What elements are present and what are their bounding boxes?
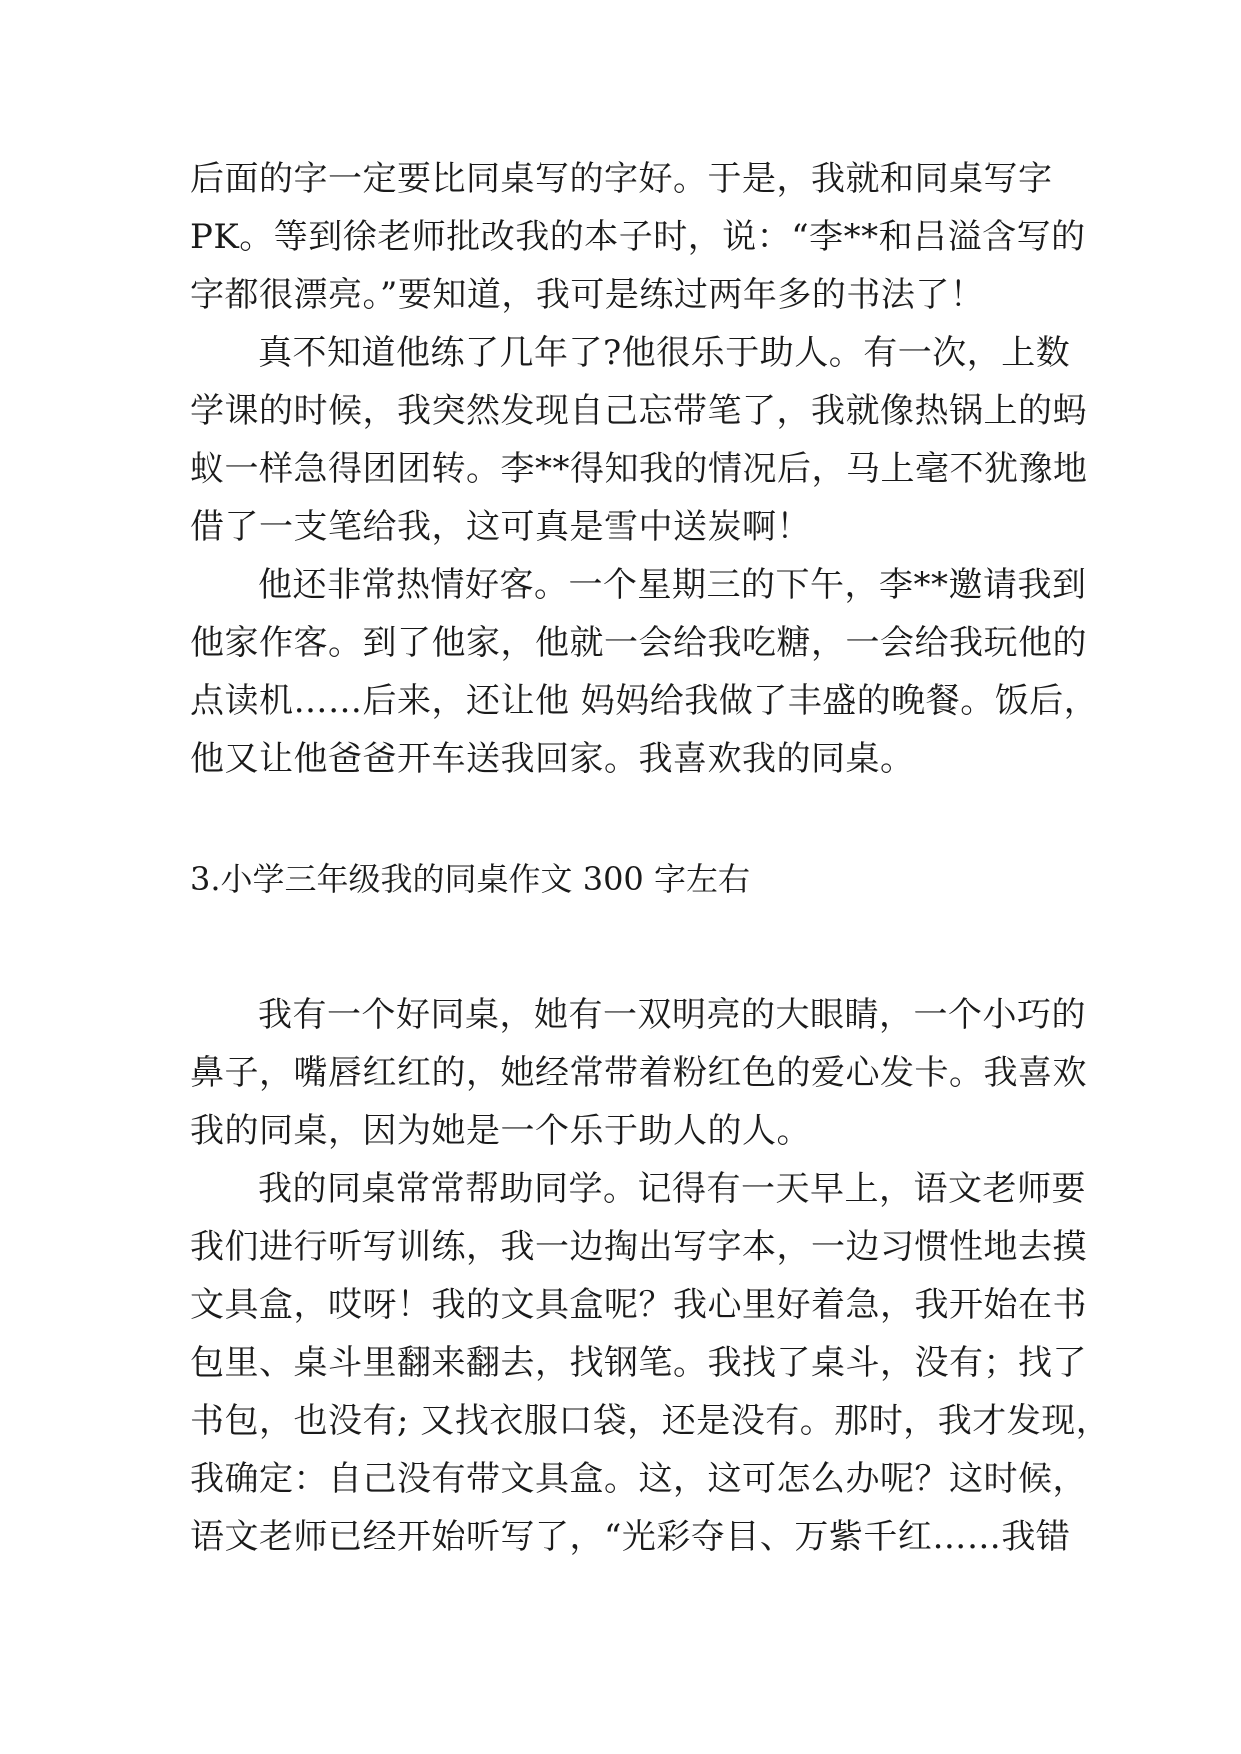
text-line: 真不知道他练了几年了?他很乐于助人。有一次，上数	[258, 333, 1071, 373]
text-line: 我有一个好同桌，她有一双明亮的大眼睛，一个小巧的	[258, 995, 1086, 1035]
text-line: 我的同桌，因为她是一个乐于助人的人。	[190, 1111, 811, 1151]
text-line: 鼻子，嘴唇红红的，她经常带着粉红色的爱心发卡。我喜欢	[190, 1053, 1087, 1093]
section-heading-block	[190, 850, 1060, 908]
text-line: 他还非常热情好客。一个星期三的下午，李**邀请我到	[258, 565, 1087, 605]
text-line: 点读机……后来，还让他 妈妈给我做了丰盛的晚餐。饭后，	[190, 681, 1099, 721]
text-line: 书包，也没有; 又找衣服口袋，还是没有。那时，我才发现，	[190, 1401, 1111, 1441]
text-line: 字都很漂亮。”要知道，我可是练过两年多的书法了！	[190, 275, 985, 315]
paragraph-4	[190, 986, 1087, 1160]
paragraph-5	[190, 1160, 1111, 1566]
paragraph-2	[190, 324, 1088, 556]
text-line: 借了一支笔给我，这可真是雪中送炭啊！	[190, 507, 811, 547]
text-line: 我确定：自己没有带文具盒。这，这可怎么办呢？这时候，	[190, 1459, 1087, 1499]
paragraph-1	[190, 150, 1086, 324]
text-line: 语文老师已经开始听写了，“光彩夺目、万紫千红……我错	[190, 1517, 1071, 1557]
text-line: 学课的时候，我突然发现自己忘带笔了，我就像热锅上的蚂	[190, 391, 1087, 431]
text-line: 蚁一样急得团团转。李**得知我的情况后，马上毫不犹豫地	[190, 449, 1088, 489]
text-line: 包里、桌斗里翻来翻去，找钢笔。我找了桌斗，没有；找了	[190, 1343, 1087, 1383]
text-line: 他家作客。到了他家，他就一会给我吃糖，一会给我玩他的	[190, 623, 1087, 663]
paragraph-3	[190, 556, 1099, 788]
section-heading: 3.小学三年级我的同桌作文 300 字左右	[190, 860, 750, 898]
document-page	[190, 150, 1111, 1566]
text-line: 后面的字一定要比同桌写的字好。于是，我就和同桌写字	[190, 159, 1053, 199]
text-line: PK。等到徐老师批改我的本子时，说：“李**和吕溢含写的	[190, 217, 1086, 257]
text-line: 文具盒，哎呀！我的文具盒呢？我心里好着急，我开始在书	[190, 1285, 1087, 1325]
text-line: 我的同桌常常帮助同学。记得有一天早上，语文老师要	[258, 1169, 1086, 1209]
text-line: 我们进行听写训练，我一边掏出写字本，一边习惯性地去摸	[190, 1227, 1087, 1267]
text-line: 他又让他爸爸开车送我回家。我喜欢我的同桌。	[190, 739, 915, 779]
